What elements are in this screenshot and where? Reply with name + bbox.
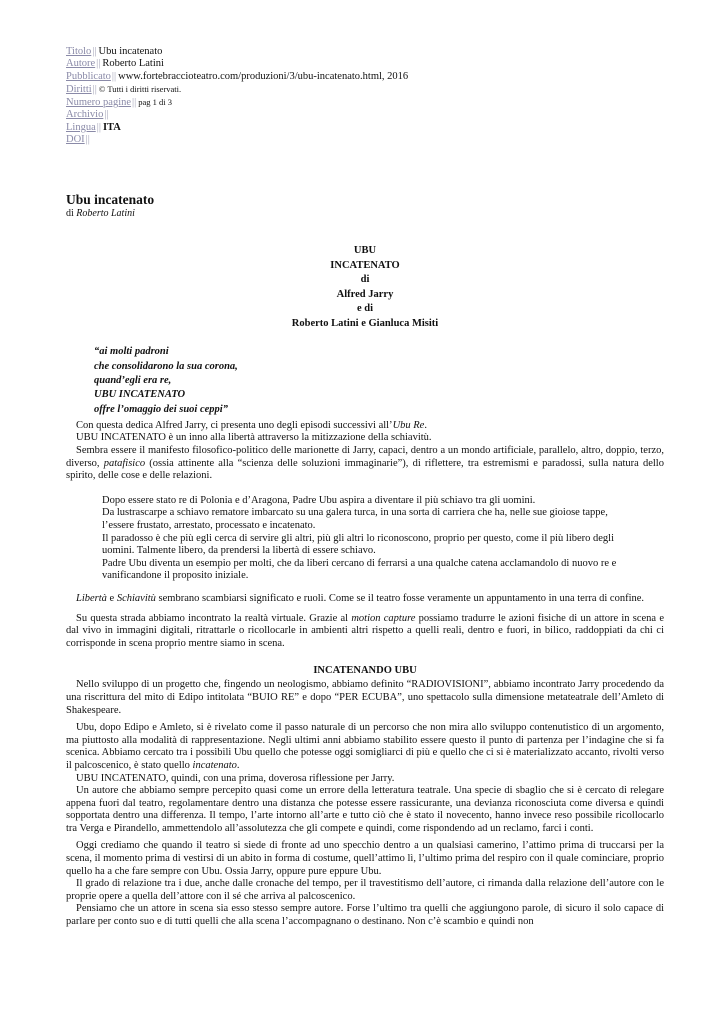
text-run: Sembra essere il manifesto filosofico-politico delle marionette di Jarry, capaci, dentro a un mondo artificiale, parallelo, altro, doppio, terzo, diverso, — [66, 445, 664, 469]
dedication — [94, 345, 664, 416]
document-title: Ubu incatenato — [66, 192, 155, 208]
meta-published-link[interactable]: Pubblicato — [66, 70, 111, 82]
synopsis-paragraph: Padre Ubu diventa un esempio per molti, che da liberi cercano di ferrarsi a una qualche catena acclamandolo di nuovo re e vanificandone il proposito iniziale. — [102, 557, 617, 582]
text-run: e — [106, 592, 117, 604]
byline-prefix: di — [66, 208, 74, 220]
italic-run: incatenato — [192, 759, 237, 771]
dedication-line: che consolidarono la sua corona, — [94, 360, 238, 372]
play-header-line: Roberto Latini e Gianluca Misiti — [291, 317, 439, 329]
synopsis-paragraph: Da lustrascarpe a schiavo rematore imbarcato su una galera turca, in una sorta di carriera che ha, nelle sue gioiose tappe, l’essere frustato, arrestato, processato e incatenato. — [102, 507, 608, 532]
meta-row-author — [66, 58, 664, 70]
intro-paragraphs — [66, 420, 664, 483]
meta-row-doi — [66, 134, 664, 146]
text-run: Su questa strada abbiamo incontrato la realtà virtuale. Grazie al — [76, 612, 352, 624]
meta-author-link[interactable]: Autore — [66, 58, 96, 70]
body-paragraph — [66, 722, 664, 772]
meta-doi-link[interactable]: DOI — [66, 134, 85, 146]
meta-rights-link[interactable]: Diritti — [66, 83, 92, 95]
meta-language-link[interactable]: Lingua — [66, 121, 96, 133]
body-paragraph: Oggi crediamo che quando il teatro si siede di fronte ad uno specchio dentro a un qualsiasi camerino, l’attimo prima di truccarsi per la scena, il momento prima di vestirsi di un abito in forma di costume, quell’attimo lì, l’ultimo prima del respiro con il quale cominciare, proprio quello ha a che fare sempre con Ubu. Ossia Jarry, oppure pure eppure Ubu. — [66, 840, 664, 877]
text-run: possiamo tradurre le azioni fisiche di un attore in scena e dal vivo in immagini digitali, ritrattarle o ricollocarle in ambienti altri rispetto a quelli reali, dentro e fuori, in bilico, raddoppiati da chi ci corrisponde in scena proprio mentre siamo in scena. — [66, 612, 664, 649]
body-paragraph: Pensiamo che un attore in scena sia esso stesso sempre autore. Forse l’ultimo tra quelli che aggiungono parole, di sicuro il solo capace di parlare per conto suo e di tutti quelli che alla scena l’accompagnano o destinano. Non c’è scambio e quindi non — [66, 903, 664, 928]
italic-run: patafisico — [103, 457, 146, 469]
italic-run: motion capture — [351, 612, 416, 624]
meta-separator: || — [111, 70, 117, 82]
dedication-line: quand’egli era re, — [94, 374, 172, 386]
meta-author-value: Roberto Latini — [102, 58, 164, 70]
byline-author: Roberto Latini — [76, 208, 135, 220]
virtual-reality-paragraphs — [66, 593, 664, 650]
meta-row-language — [66, 122, 664, 134]
meta-archive-link[interactable]: Archivio — [66, 109, 104, 121]
meta-title-link[interactable]: Titolo — [66, 46, 92, 57]
body-paragraph — [66, 593, 664, 606]
text-run: Ubu, dopo Edipo e Amleto, si è rivelato come il passo naturale di un percorso che non mira allo sviluppo contenutistico di un argomento, ma piuttosto alla modalità di rappresentazione. Negli ultimi anni abbiamo stabilito essere questo il punto di partenza per l’indagine che si fa scenica. Abbiamo cercato tra i possibili Ubu quello che potesse oggi somigliarci di più e quello che ci si è materializzato accanto, rivolti verso il palcoscenico, è stato quello — [66, 722, 664, 771]
dedication-line: offre l’omaggio dei suoi ceppi” — [94, 403, 228, 415]
section-heading: INCATENANDO UBU — [313, 665, 417, 677]
meta-separator: || — [96, 121, 101, 133]
meta-row-published — [66, 71, 664, 83]
italic-run: Ubu Re — [392, 419, 425, 431]
meta-row-rights — [66, 83, 664, 96]
body-paragraph: Il grado di relazione tra i due, anche dalle cronache del tempo, per il travestitismo dell’autore, ci rimanda dalla relazione dell’autore con le proprie opere a quella dell’attore con il sé che arriva al palcoscenico. — [66, 878, 664, 902]
metadata-block — [66, 46, 664, 146]
dedication-line: “ai molti padroni — [94, 346, 169, 358]
body-paragraph: Nello sviluppo di un progetto che, fingendo un neologismo, abbiamo definito “RADIOVISIONI”, abbiamo incontrato Jarry procedendo da una riscrittura del mito di Edipo intitolata “BUIO RE” e dopo “PER ECUBA”, uno spettacolo sulla dimensione metateatrale dell’Amleto di Shakespeare. — [66, 679, 664, 716]
body-paragraph: Un autore che abbiamo sempre percepito quasi come un errore della letteratura teatrale. Una specie di sbaglio che si è cercato di relegare appena fuori dal teatro, regolamentare dentro una distanza che potesse essere rassicurante, una devianza riconosciuta come diversa e quindi sopportata dentro una differenza. Il tempo, l’arte intorno all’arte e tutto ciò che è stato il novecento, hanno invece reso possibile ricollocarlo tra Verga e Pirandello, ammettendolo all’assolutezza che gli compete e quindi, come rispondendo ad un reclamo, farci i conti. — [66, 785, 664, 834]
section-paragraphs — [66, 679, 664, 928]
play-header-line: Alfred Jarry — [336, 288, 394, 300]
italic-run: Libertà — [76, 592, 107, 604]
play-header — [66, 244, 664, 331]
text-run: . — [236, 759, 240, 771]
text-run: sembrano scambiarsi significato e ruoli. Come se il teatro fosse veramente un appuntamento in una terra di confine. — [155, 592, 645, 604]
play-header-line: di — [360, 274, 370, 286]
intro-paragraph — [66, 445, 664, 483]
meta-title-value: Ubu incatenato — [98, 46, 163, 57]
meta-separator: || — [132, 97, 137, 109]
meta-row-pages — [66, 96, 664, 109]
byline — [66, 208, 664, 220]
meta-rights-value: © Tutti i diritti riservati. — [98, 83, 182, 94]
meta-separator: || — [96, 58, 101, 70]
meta-pages-value: pag 1 di 3 — [138, 97, 173, 108]
play-header-line: e di — [356, 303, 374, 315]
play-header-line: UBU — [353, 245, 377, 257]
play-header-line: INCATENATO — [330, 259, 400, 271]
italic-run: Schiavitù — [116, 592, 156, 604]
intro-paragraph: UBU INCATENATO è un inno alla libertà attraverso la mitizzazione della schiavitù. — [76, 432, 432, 444]
synopsis-paragraph: Il paradosso è che più egli cerca di servire gli altri, più gli altri lo riconoscono, proprio per questo, come il più libero degli uomini. Talmente libero, da prendersi la libertà di essere schiavo. — [102, 532, 615, 557]
synopsis-block — [102, 495, 628, 583]
intro-paragraph — [66, 420, 664, 433]
meta-published-value: www.fortebraccioteatro.com/produzioni/3/ubu-incatenato.html, 2016 — [118, 70, 409, 82]
document-page — [66, 46, 664, 929]
meta-row-title — [66, 46, 664, 58]
synopsis-paragraph: Dopo essere stato re di Polonia e d’Aragona, Padre Ubu aspira a diventare il più schiavo tra gli uomini. — [102, 494, 536, 506]
meta-row-archive — [66, 109, 664, 121]
text-run: . — [424, 419, 427, 431]
meta-separator: || — [92, 46, 97, 57]
body-paragraph: UBU INCATENATO, quindi, con una prima, doverosa riflessione per Jarry. — [76, 772, 395, 784]
text-run: (ossia attinente alla “scienza delle soluzioni immaginarie”), di riflettere, tra estremismi e paradossi, sulla natura dello spirito, delle cose e delle relazioni. — [66, 457, 664, 482]
meta-language-value: ITA — [102, 121, 121, 133]
meta-separator: || — [104, 109, 109, 121]
dedication-line: UBU INCATENATO — [94, 389, 186, 401]
body-paragraph — [66, 613, 664, 651]
text-run: Con questa dedica Alfred Jarry, ci presenta uno degli episodi successivi all’ — [76, 419, 393, 431]
meta-pages-link[interactable]: Numero pagine — [66, 97, 132, 109]
meta-separator: || — [92, 83, 97, 95]
meta-separator: || — [85, 134, 90, 146]
